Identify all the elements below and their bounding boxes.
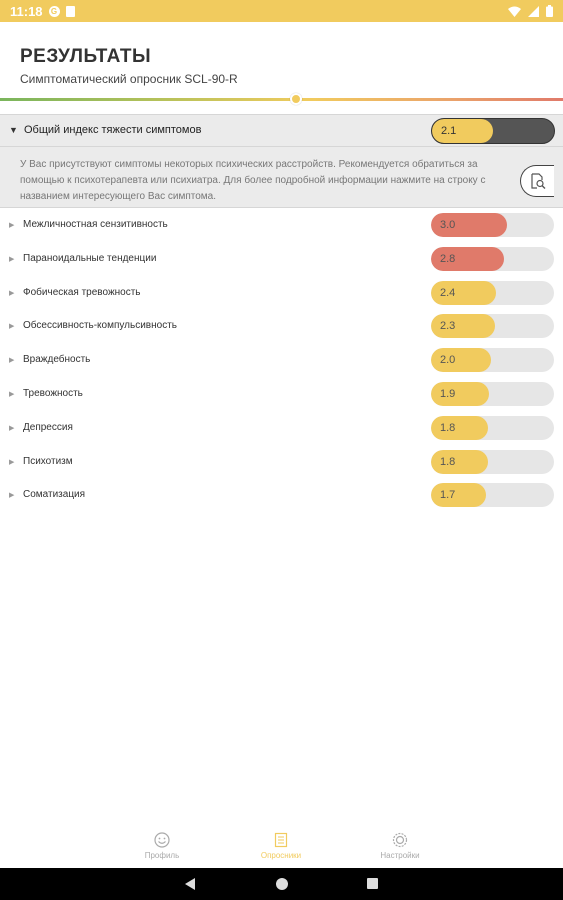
- caret-right-icon: ▶: [9, 390, 15, 398]
- bottom-nav: [0, 826, 563, 868]
- status-time: 11:18: [10, 3, 43, 19]
- system-nav-bar: [0, 868, 563, 900]
- symptom-bar: [431, 348, 554, 372]
- symptom-value: 2.8: [440, 252, 456, 265]
- summary-row[interactable]: [0, 115, 563, 147]
- caret-right-icon: ▶: [9, 255, 15, 263]
- symptom-bar: [431, 483, 554, 507]
- symptom-label: Депрессия: [23, 421, 73, 433]
- symptom-value: 1.7: [440, 489, 456, 502]
- page-subtitle: Симптоматический опросник SCL-90-R: [20, 72, 238, 86]
- symptom-bar: [431, 416, 554, 440]
- symptom-value: 2.0: [440, 354, 456, 367]
- wifi-icon: [508, 6, 521, 17]
- symptom-value: 2.4: [440, 286, 456, 299]
- caret-right-icon: ▶: [9, 222, 15, 229]
- symptom-value: 3.0: [440, 219, 456, 231]
- symptom-value: 2.3: [440, 320, 456, 333]
- nav-questionnaires[interactable]: [236, 832, 326, 860]
- symptom-label: Обсессивность-компульсивность: [23, 320, 177, 332]
- symptom-bar: [431, 213, 554, 237]
- caret-right-icon: ▶: [9, 424, 15, 432]
- home-icon[interactable]: [276, 878, 288, 890]
- results-header: [0, 22, 563, 102]
- symptom-bar: [431, 281, 554, 305]
- symptom-row[interactable]: [0, 242, 563, 276]
- summary-label: Общий индекс тяжести симптомов: [24, 124, 202, 136]
- caret-down-icon: ▼: [9, 125, 18, 135]
- summary-bar: [431, 118, 555, 144]
- symptom-label: Тревожность: [23, 387, 83, 399]
- symptom-row[interactable]: [0, 343, 563, 377]
- signal-icon: [528, 6, 539, 17]
- symptom-row[interactable]: [0, 208, 563, 242]
- nav-profile[interactable]: [117, 832, 207, 860]
- summary-value: 2.1: [441, 125, 457, 137]
- google-badge-icon: G: [49, 6, 60, 17]
- symptom-row[interactable]: [0, 377, 563, 411]
- summary-description: У Вас присутствуют симптомы некоторых психических расстройств. Рекомендуется обратиться за помощью к психотерапевта или психиатра. Для более подробной информации нажмите на строку с названием интересующего Вас симптома.: [20, 159, 486, 202]
- search-document-icon: [529, 172, 547, 190]
- symptom-row[interactable]: [0, 478, 563, 512]
- help-button[interactable]: [520, 165, 554, 197]
- caret-right-icon: ▶: [9, 323, 15, 331]
- summary-panel: [0, 114, 563, 208]
- symptom-list: [0, 208, 563, 512]
- symptom-value: 1.8: [440, 455, 456, 468]
- symptom-label: Соматизация: [23, 489, 86, 501]
- symptom-bar: [431, 247, 554, 271]
- severity-gradient-line: [0, 98, 563, 101]
- symptom-label: Межличностная сензитивность: [23, 219, 168, 230]
- status-right: [508, 5, 553, 17]
- symptom-value: 1.8: [440, 421, 456, 434]
- status-left: [10, 4, 75, 19]
- symptom-row[interactable]: [0, 445, 563, 479]
- symptom-bar: [431, 382, 554, 406]
- caret-right-icon: ▶: [9, 492, 15, 500]
- nav-questionnaires-label: Опросники: [260, 851, 302, 860]
- battery-icon: [546, 5, 553, 17]
- symptom-row[interactable]: [0, 309, 563, 343]
- notebook-icon: [273, 832, 289, 848]
- caret-right-icon: ▶: [9, 458, 15, 466]
- caret-right-icon: ▶: [9, 289, 15, 297]
- symptom-row[interactable]: [0, 411, 563, 445]
- symptom-value: 1.9: [440, 387, 456, 400]
- nav-profile-label: Профиль: [144, 851, 180, 860]
- back-icon[interactable]: [185, 878, 195, 890]
- sd-card-icon: [66, 6, 75, 17]
- page-title: РЕЗУЛЬТАТЫ: [20, 46, 152, 67]
- symptom-label: Враждебность: [23, 354, 91, 366]
- symptom-bar: [431, 450, 554, 474]
- nav-settings-label: Настройки: [380, 851, 420, 860]
- symptom-label: Параноидальные тенденции: [23, 252, 157, 264]
- symptom-label: Фобическая тревожность: [23, 286, 141, 298]
- caret-right-icon: ▶: [9, 357, 15, 365]
- symptom-row[interactable]: [0, 276, 563, 310]
- smiley-icon: [154, 832, 170, 848]
- status-bar: [0, 0, 563, 22]
- recent-apps-icon[interactable]: [367, 878, 378, 889]
- nav-settings[interactable]: [355, 832, 445, 860]
- severity-marker: [290, 93, 302, 105]
- symptom-label: Психотизм: [23, 455, 73, 467]
- gear-icon: [392, 832, 408, 848]
- symptom-bar: [431, 314, 554, 338]
